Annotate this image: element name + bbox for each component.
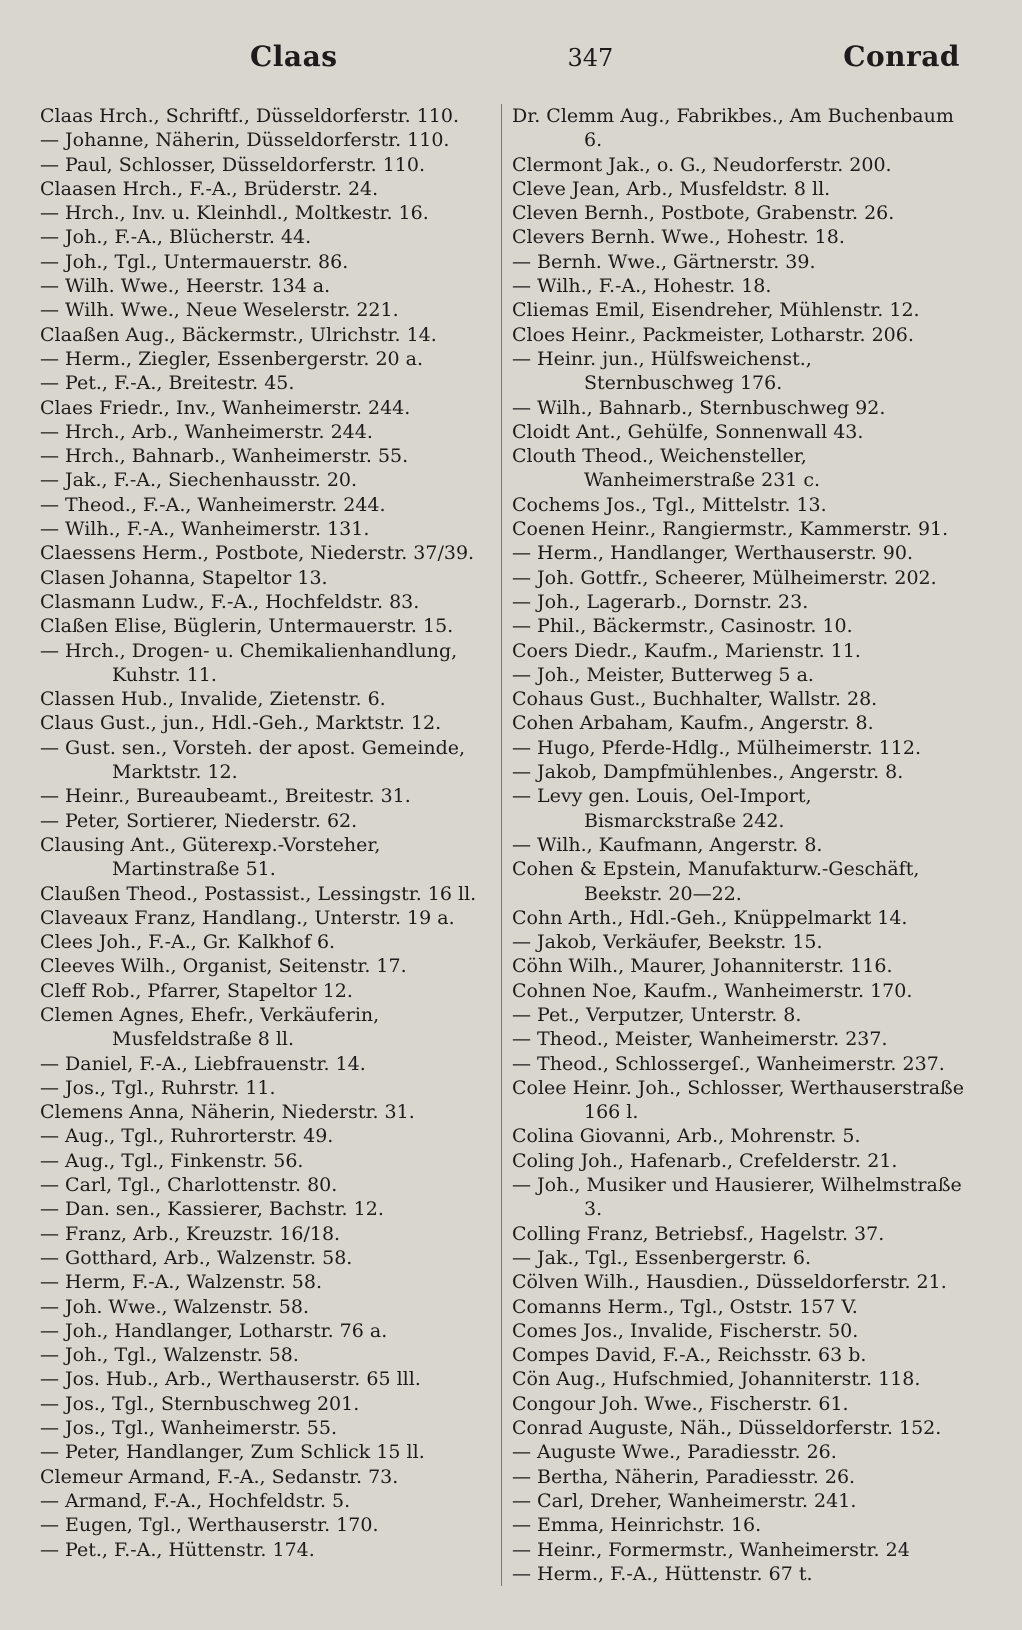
directory-entry: — Wilh., F.-A., Wanheimerstr. 131. <box>40 518 370 541</box>
directory-entry: — Joh. Wwe., Walzenstr. 58. <box>40 1295 310 1318</box>
directory-entry: — Jak., Tgl., Essenbergerstr. 6. <box>512 1246 812 1269</box>
directory-entry: Coers Diedr., Kaufm., Marienstr. 11. <box>512 639 861 662</box>
directory-entry: — Heinr., Bureaubeamt., Breitestr. 31. <box>40 785 411 808</box>
directory-entry: — Wilh. Wwe., Neue Weselerstr. 221. <box>40 299 399 322</box>
directory-entry: Claasen Hrch., F.-A., Brüderstr. 24. <box>40 177 379 200</box>
directory-entry: — Herm, F.-A., Walzenstr. 58. <box>40 1271 323 1294</box>
directory-entry: Cohn Arth., Hdl.-Geh., Knüppelmarkt 14. <box>512 906 908 929</box>
directory-entry: Cochems Jos., Tgl., Mittelstr. 13. <box>512 493 827 516</box>
directory-entry: Clevers Bernh. Wwe., Hohestr. 18. <box>512 226 845 249</box>
directory-entry: Claus Gust., jun., Hdl.-Geh., Marktstr. 12. <box>40 712 442 735</box>
directory-entry: Claaßen Aug., Bäckermstr., Ulrichstr. 14. <box>40 323 437 346</box>
directory-entry: Cölven Wilh., Hausdien., Düsseldorferstr. 21. <box>512 1271 947 1294</box>
directory-entry: — Hrch., Drogen- u. Chemikalienhandlung, Kuhstr. 11. <box>40 639 458 686</box>
directory-entry: — Paul, Schlosser, Düsseldorferstr. 110. <box>40 153 426 176</box>
directory-entry: Cleeves Wilh., Organist, Seitenstr. 17. <box>40 955 407 978</box>
directory-entry: — Daniel, F.-A., Liebfrauenstr. 14. <box>40 1052 366 1075</box>
directory-entry: Claveaux Franz, Handlang., Unterstr. 19 a. <box>40 906 455 929</box>
directory-entry: Clemeur Armand, F.-A., Sedanstr. 73. <box>40 1465 399 1488</box>
directory-entry: Cliemas Emil, Eisendreher, Mühlenstr. 12. <box>512 299 920 322</box>
directory-entry: — Bernh. Wwe., Gärtnerstr. 39. <box>512 250 816 273</box>
directory-entry: Classen Hub., Invalide, Zietenstr. 6. <box>40 688 386 711</box>
directory-entry: Colina Giovanni, Arb., Mohrenstr. 5. <box>512 1125 861 1148</box>
directory-entry: — Levy gen. Louis, Oel-Import, Bismarckstraße 242. <box>512 785 812 832</box>
directory-entry: — Joh., F.-A., Blücherstr. 44. <box>40 226 312 249</box>
directory-entry: — Peter, Handlanger, Zum Schlick 15 ll. <box>40 1441 425 1464</box>
directory-entry: Comanns Herm., Tgl., Oststr. 157 V. <box>512 1295 858 1318</box>
directory-entry: Conrad Auguste, Näh., Düsseldorferstr. 152. <box>512 1417 942 1440</box>
directory-entry: — Gust. sen., Vorsteh. der apost. Gemeinde, Marktstr. 12. <box>40 736 466 784</box>
directory-entry: — Carl, Dreher, Wanheimerstr. 241. <box>512 1489 857 1512</box>
directory-entry: Cloidt Ant., Gehülfe, Sonnenwall 43. <box>512 420 864 443</box>
directory-entry: — Auguste Wwe., Paradiesstr. 26. <box>512 1441 837 1464</box>
directory-entry: — Pet., F.-A., Breitestr. 45. <box>40 372 295 395</box>
directory-entry: — Eugen, Tgl., Werthauserstr. 170. <box>40 1514 379 1537</box>
directory-entry: — Gotthard, Arb., Walzenstr. 58. <box>40 1246 353 1269</box>
directory-entry: — Jos., Tgl., Wanheimerstr. 55. <box>40 1417 338 1440</box>
directory-entry: — Joh., Handlanger, Lotharstr. 76 a. <box>40 1319 388 1342</box>
directory-entry: Coenen Heinr., Rangiermstr., Kammerstr. 91. <box>512 518 949 541</box>
directory-entry: — Hrch., Bahnarb., Wanheimerstr. 55. <box>40 445 409 468</box>
directory-entry: Claessens Herm., Postbote, Niederstr. 37/39. <box>40 542 475 565</box>
directory-entry: Cloes Heinr., Packmeister, Lotharstr. 206. <box>512 323 914 346</box>
directory-entry: — Peter, Sortierer, Niederstr. 62. <box>40 809 358 832</box>
directory-entry: Claas Hrch., Schriftf., Düsseldorferstr. 110. <box>40 105 460 127</box>
directory-entry: — Theod., F.-A., Wanheimerstr. 244. <box>40 493 386 516</box>
directory-entry: — Franz, Arb., Kreuzstr. 16/18. <box>40 1222 341 1245</box>
directory-entry: Colling Franz, Betriebsf., Hagelstr. 37. <box>512 1222 885 1245</box>
right-column <box>502 104 964 1586</box>
directory-entry: — Wilh., F.-A., Hohestr. 18. <box>512 275 772 298</box>
directory-entry: Cohen & Epstein, Manufakturw.-Geschäft, Beekstr. 20—22. <box>512 858 920 905</box>
directory-entry: — Carl, Tgl., Charlottenstr. 80. <box>40 1174 338 1197</box>
directory-entry: Cön Aug., Hufschmied, Johanniterstr. 118. <box>512 1368 921 1391</box>
page-number: 347 <box>567 44 614 72</box>
directory-columns <box>40 104 970 1586</box>
directory-entry: — Jakob, Dampfmühlenbes., Angerstr. 8. <box>512 761 904 784</box>
header-first-name: Claas <box>250 40 338 73</box>
directory-entry: — Heinr. jun., Hülfsweichenst., Sternbuschweg 176. <box>512 347 812 395</box>
directory-entry: — Hrch., Inv. u. Kleinhdl., Moltkestr. 16. <box>40 202 429 225</box>
directory-entry: — Aug., Tgl., Finkenstr. 56. <box>40 1149 304 1172</box>
directory-entry: — Dan. sen., Kassierer, Bachstr. 12. <box>40 1198 384 1221</box>
directory-entry: — Joh., Lagerarb., Dornstr. 23. <box>512 590 809 613</box>
directory-entry: Clausing Ant., Güterexp.-Vorsteher, Martinstraße 51. <box>40 833 381 881</box>
directory-entry: Claßen Elise, Büglerin, Untermauerstr. 15. <box>40 615 454 638</box>
directory-entry: — Jak., F.-A., Siechenhausstr. 20. <box>40 469 358 492</box>
directory-entry: — Joh., Musiker und Hausierer, Wilhelmstraße 3. <box>512 1174 962 1221</box>
directory-entry: Comes Jos., Invalide, Fischerstr. 50. <box>512 1319 859 1342</box>
directory-entry: Coling Joh., Hafenarb., Crefelderstr. 21. <box>512 1149 898 1172</box>
directory-entry: Cleff Rob., Pfarrer, Stapeltor 12. <box>40 979 353 1002</box>
directory-entry: — Emma, Heinrichstr. 16. <box>512 1514 762 1537</box>
directory-entry: — Wilh., Kaufmann, Angerstr. 8. <box>512 833 823 856</box>
directory-entry: Dr. Clemm Aug., Fabrikbes., Am Buchenbaum 6. <box>512 105 954 152</box>
directory-entry: — Heinr., Formermstr., Wanheimerstr. 24 <box>512 1538 910 1561</box>
directory-entry: Colee Heinr. Joh., Schlosser, Werthauserstraße 166 l. <box>512 1076 964 1124</box>
left-column <box>40 104 502 1586</box>
directory-entry: Clouth Theod., Weichensteller, Wanheimerstraße 231 c. <box>512 445 821 492</box>
directory-entry: — Johanne, Näherin, Düsseldorferstr. 110. <box>40 129 450 152</box>
directory-entry: — Wilh., Bahnarb., Sternbuschweg 92. <box>512 396 886 419</box>
directory-entry: — Wilh. Wwe., Heerstr. 134 a. <box>40 275 331 298</box>
directory-entry: — Joh., Meister, Butterweg 5 a. <box>512 663 814 686</box>
directory-entry: — Joh. Gottfr., Scheerer, Mülheimerstr. 202. <box>512 566 937 589</box>
directory-entry: — Hrch., Arb., Wanheimerstr. 244. <box>40 420 373 443</box>
directory-entry: — Herm., Ziegler, Essenbergerstr. 20 a. <box>40 347 424 370</box>
directory-entry: Clasmann Ludw., F.-A., Hochfeldstr. 83. <box>40 590 420 613</box>
directory-entry: Compes David, F.-A., Reichsstr. 63 b. <box>512 1344 867 1367</box>
directory-entry: Cleven Bernh., Postbote, Grabenstr. 26. <box>512 202 895 225</box>
directory-entry: — Hugo, Pferde-Hdlg., Mülheimerstr. 112. <box>512 736 922 759</box>
directory-entry: Claußen Theod., Postassist., Lessingstr. 16 ll. <box>40 882 477 905</box>
directory-entry: Claes Friedr., Inv., Wanheimerstr. 244. <box>40 396 411 419</box>
directory-entry: Cleve Jean, Arb., Musfeldstr. 8 ll. <box>512 177 831 200</box>
directory-entry: Cöhn Wilh., Maurer, Johanniterstr. 116. <box>512 955 893 978</box>
directory-entry: Cohaus Gust., Buchhalter, Wallstr. 28. <box>512 688 878 711</box>
directory-entry: Clasen Johanna, Stapeltor 13. <box>40 566 328 589</box>
page-header <box>40 40 970 88</box>
directory-entry: — Joh., Tgl., Walzenstr. 58. <box>40 1344 299 1367</box>
directory-entry: Clermont Jak., o. G., Neudorferstr. 200. <box>512 153 892 176</box>
directory-entry: — Herm., F.-A., Hüttenstr. 67 t. <box>512 1562 813 1585</box>
directory-entry: — Theod., Meister, Wanheimerstr. 237. <box>512 1028 888 1051</box>
directory-entry: — Jos., Tgl., Ruhrstr. 11. <box>40 1076 276 1099</box>
directory-entry: Cohnen Noe, Kaufm., Wanheimerstr. 170. <box>512 979 913 1002</box>
directory-entry: — Jakob, Verkäufer, Beekstr. 15. <box>512 931 823 954</box>
directory-entry: — Jos., Tgl., Sternbuschweg 201. <box>40 1392 360 1415</box>
directory-entry: Clemen Agnes, Ehefr., Verkäuferin, Musfeldstraße 8 ll. <box>40 1003 380 1051</box>
directory-entry: Clees Joh., F.-A., Gr. Kalkhof 6. <box>40 931 336 954</box>
directory-entry: — Herm., Handlanger, Werthauserstr. 90. <box>512 542 913 565</box>
header-last-name: Conrad <box>843 40 960 73</box>
directory-entry: — Pet., F.-A., Hüttenstr. 174. <box>40 1538 315 1561</box>
directory-entry: — Joh., Tgl., Untermauerstr. 86. <box>40 250 349 273</box>
directory-entry: — Jos. Hub., Arb., Werthauserstr. 65 lll. <box>40 1368 421 1391</box>
directory-entry: — Bertha, Näherin, Paradiesstr. 26. <box>512 1465 856 1488</box>
directory-entry: — Theod., Schlossergeſ., Wanheimerstr. 237. <box>512 1052 945 1075</box>
directory-entry: Clemens Anna, Näherin, Niederstr. 31. <box>40 1101 415 1124</box>
directory-entry: — Pet., Verputzer, Unterstr. 8. <box>512 1003 802 1026</box>
directory-entry: — Aug., Tgl., Ruhrorterstr. 49. <box>40 1125 334 1148</box>
directory-entry: Cohen Arbaham, Kaufm., Angerstr. 8. <box>512 712 874 735</box>
directory-entry: — Armand, F.-A., Hochfeldstr. 5. <box>40 1489 351 1512</box>
directory-entry: — Phil., Bäckermstr., Casinostr. 10. <box>512 615 853 638</box>
directory-entry: Congour Joh. Wwe., Fischerstr. 61. <box>512 1392 849 1415</box>
